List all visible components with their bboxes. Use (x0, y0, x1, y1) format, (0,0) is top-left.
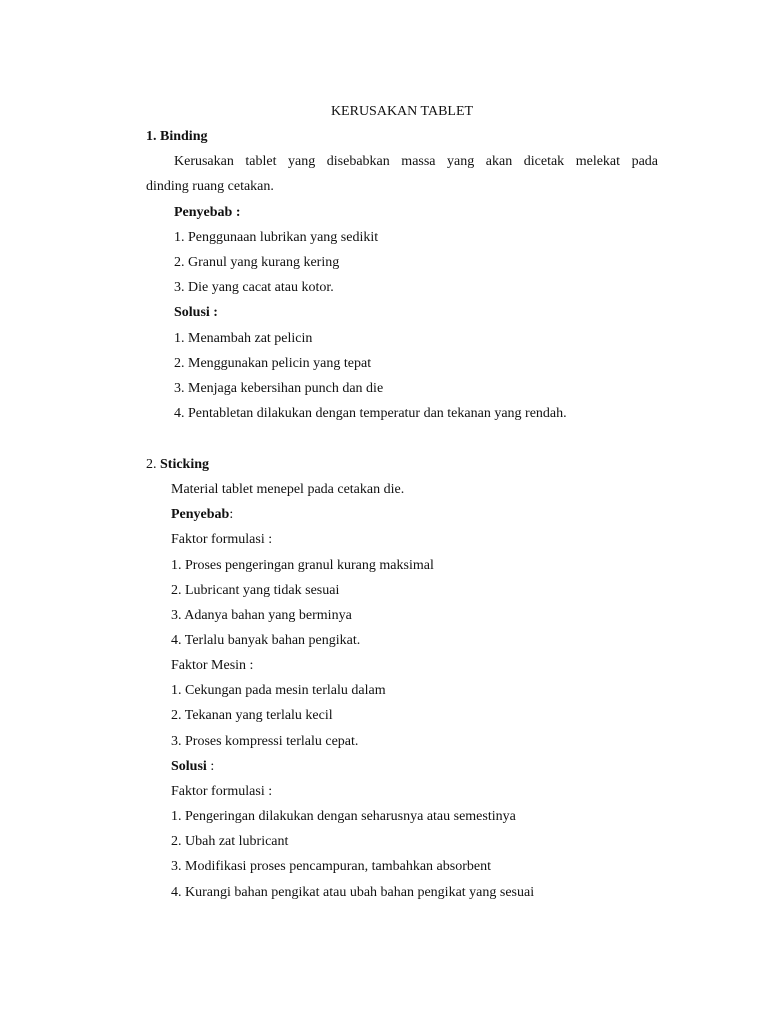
section1-solution-item: 2. Menggunakan pelicin yang tepat (174, 356, 372, 371)
section1-cause-label: Penyebab : (174, 205, 241, 220)
section1-description-line1: Kerusakan tablet yang disebabkan massa yang akan dicetak melekat pada (174, 154, 658, 169)
section1-description-line2: dinding ruang cetakan. (146, 179, 274, 194)
section2-formulation-cause: 2. Lubricant yang tidak sesuai (171, 583, 340, 598)
section2-machine-cause: 3. Proses kompressi terlalu cepat. (171, 734, 359, 749)
section1-solution-item: 4. Pentabletan dilakukan dengan temperatur dan tekanan yang rendah. (174, 406, 567, 421)
section2-machine-label: Faktor Mesin : (171, 658, 254, 673)
section2-solution-item: 4. Kurangi bahan pengikat atau ubah bahan pengikat yang sesuai (171, 885, 535, 900)
section1-solution-item: 1. Menambah zat pelicin (174, 331, 313, 346)
section2-number: 2. (146, 457, 157, 472)
section1-cause-item: 2. Granul yang kurang kering (174, 255, 340, 270)
section2-formulation-cause: 1. Proses pengeringan granul kurang maksimal (171, 558, 434, 573)
section1-cause-item: 3. Die yang cacat atau kotor. (174, 280, 334, 295)
section2-solution-label: Solusi : (171, 759, 215, 774)
page-title: KERUSAKAN TABLET (330, 104, 474, 119)
section1-number: 1. (146, 129, 157, 144)
section1-title: Binding (160, 129, 208, 144)
section2-formulation-cause: 4. Terlalu banyak bahan pengikat. (171, 633, 361, 648)
section2-solution-formulation-label: Faktor formulasi : (171, 784, 273, 799)
section2-description: Material tablet menepel pada cetakan die. (171, 482, 405, 497)
section2-machine-cause: 2. Tekanan yang terlalu kecil (171, 708, 333, 723)
section2-formulation-label: Faktor formulasi : (171, 532, 273, 547)
section2-formulation-cause: 3. Adanya bahan yang berminya (171, 608, 352, 623)
section1-solution-label: Solusi : (174, 305, 218, 320)
section2-solution-item: 3. Modifikasi proses pencampuran, tambahkan absorbent (171, 859, 491, 874)
section2-cause-label: Penyebab: (171, 507, 234, 522)
section1-solution-item: 3. Menjaga kebersihan punch dan die (174, 381, 384, 396)
section2-title: Sticking (160, 457, 210, 472)
section2-machine-cause: 1. Cekungan pada mesin terlalu dalam (171, 683, 386, 698)
section2-solution-item: 2. Ubah zat lubricant (171, 834, 289, 849)
section1-cause-item: 1. Penggunaan lubrikan yang sedikit (174, 230, 379, 245)
section2-heading (146, 456, 209, 474)
section2-solution-item: 1. Pengeringan dilakukan dengan seharusnya atau semestinya (171, 809, 516, 824)
section1-heading (146, 128, 207, 146)
